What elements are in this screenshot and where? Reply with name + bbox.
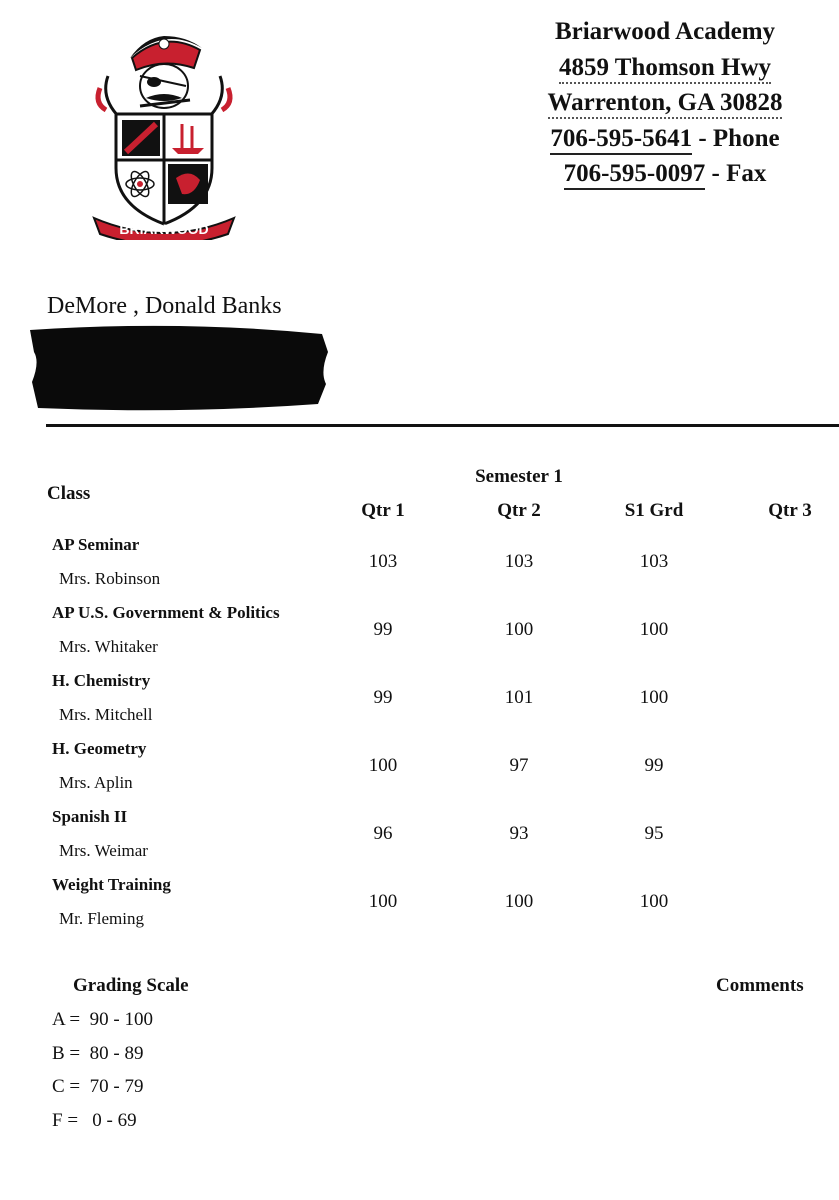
grade-q2: 93	[509, 823, 529, 844]
grade-q1: 100	[368, 891, 398, 912]
teacher-name: Mrs. Aplin	[59, 773, 133, 792]
class-name: H. Chemistry	[52, 671, 151, 690]
grade-q1: 99	[373, 687, 393, 708]
teacher-name: Mrs. Robinson	[59, 569, 161, 588]
grade-s1: 103	[639, 551, 669, 572]
school-fax-number: 706-595-0097	[564, 160, 706, 190]
grade-s1: 95	[644, 823, 664, 844]
grade-q2: 101	[504, 687, 534, 708]
class-column-header: Class	[47, 483, 91, 504]
school-phone-label: - Phone	[692, 124, 780, 152]
school-fax-label: - Fax	[705, 160, 767, 187]
class-name: Weight Training	[52, 875, 171, 894]
grading-scale-entry: A = 90 - 100	[52, 1009, 153, 1030]
grade-q2: 100	[504, 891, 534, 912]
pirate-head-icon	[130, 36, 202, 108]
grade-q1: 96	[373, 823, 393, 844]
grading-scale-entry: C = 70 - 79	[52, 1076, 144, 1097]
qtr3-column-header: Qtr 3	[768, 500, 812, 521]
divider-line	[46, 424, 839, 427]
logo-banner-text: BRIARWOOD	[119, 221, 209, 237]
grading-scale-entry: B = 80 - 89	[52, 1043, 144, 1064]
school-header	[500, 14, 830, 192]
grade-s1: 99	[644, 755, 664, 776]
grade-s1: 100	[639, 687, 669, 708]
grade-q2: 100	[504, 619, 534, 640]
teacher-name: Mrs. Mitchell	[59, 705, 153, 724]
redacted-address-block	[30, 322, 330, 412]
school-phone-number: 706-595-5641	[550, 125, 692, 155]
teacher-name: Mrs. Whitaker	[59, 637, 158, 656]
s1-grade-column-header: S1 Grd	[624, 500, 684, 521]
school-crest-logo	[90, 28, 238, 240]
grade-q2: 103	[504, 551, 534, 572]
grade-q1: 99	[373, 619, 393, 640]
qtr2-column-header: Qtr 2	[497, 500, 541, 521]
teacher-name: Mr. Fleming	[59, 909, 145, 928]
grade-s1: 100	[639, 891, 669, 912]
teacher-name: Mrs. Weimar	[59, 841, 148, 860]
qtr1-column-header: Qtr 1	[361, 500, 405, 521]
grade-q1: 103	[368, 551, 398, 572]
semester-header: Semester 1	[475, 466, 563, 487]
comments-title: Comments	[716, 975, 804, 996]
grade-q1: 100	[368, 755, 398, 776]
school-address-line1: 4859 Thomson Hwy	[559, 54, 771, 84]
shield-icon	[116, 114, 212, 224]
grade-q2: 97	[509, 755, 529, 776]
class-name: H. Geometry	[52, 739, 147, 758]
grade-s1: 100	[639, 619, 669, 640]
grading-scale-entry: F = 0 - 69	[52, 1110, 137, 1131]
grading-scale-title: Grading Scale	[73, 975, 189, 996]
class-name: AP U.S. Government & Politics	[52, 603, 280, 622]
student-name: DeMore , Donald Banks	[47, 293, 282, 319]
school-name: Briarwood Academy	[554, 18, 776, 45]
school-address-line2: Warrenton, GA 30828	[548, 89, 783, 119]
class-name: AP Seminar	[52, 535, 140, 554]
class-name: Spanish II	[52, 807, 128, 826]
